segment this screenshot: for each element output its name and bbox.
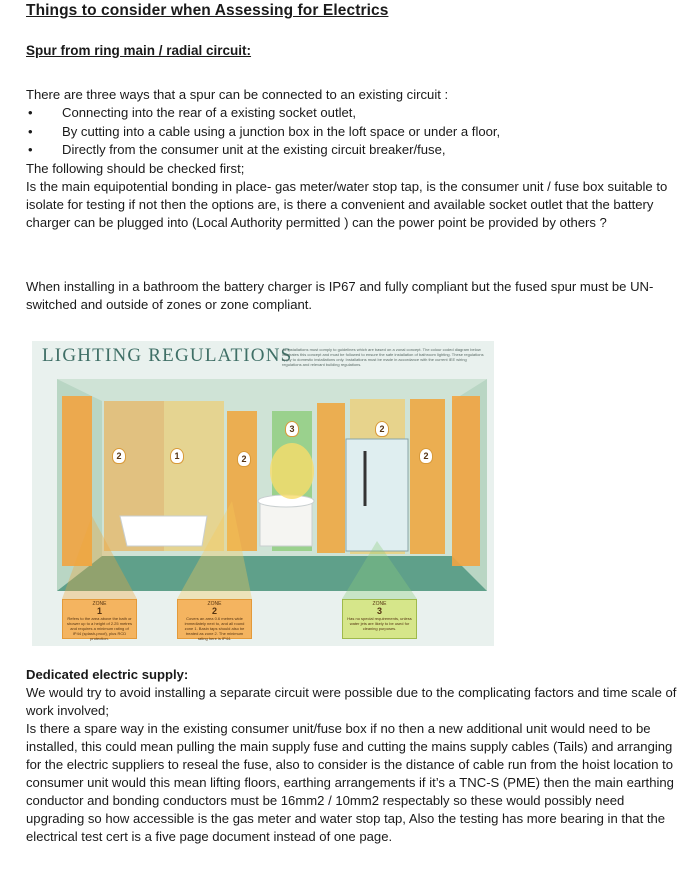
zone-3-label: ZONE <box>372 601 387 607</box>
spur-methods-list <box>26 104 500 160</box>
spur-intro: There are three ways that a spur can be connected to an existing circuit : <box>26 87 449 102</box>
zone-3-info-box <box>342 599 417 639</box>
list-item <box>26 141 500 160</box>
zone-1-marker-icon: 1 <box>170 448 184 464</box>
dedicated-heading: Dedicated electric supply: <box>26 667 189 682</box>
zone-2-label: ZONE <box>207 601 222 607</box>
spur-heading: Spur from ring main / radial circuit: <box>26 43 252 58</box>
zone-2-number: 2 <box>211 606 217 616</box>
zone-1-label: ZONE <box>92 601 107 607</box>
list-item <box>26 123 500 142</box>
zone-1-info-box <box>62 599 137 639</box>
lighting-regulations-illustration <box>32 341 494 646</box>
document-title: Things to consider when Assessing for Electrics <box>26 2 389 19</box>
zone-2-text: Covers an area 0.6 metres wide immediately next to, and all round zone 1. Basin taps should also be treated as zone 2. The minimum rating here is IP44. <box>184 616 245 641</box>
dedicated-paragraph-1: We would try to avoid installing a separate circuit were possible due to the complicating factors and time scale of work involved; <box>26 685 677 718</box>
zone-2-marker-icon: 2 <box>112 448 126 464</box>
zone-3-marker-icon: 3 <box>285 421 299 437</box>
spur-paragraph-1: Is the main equipotential bonding in place- gas meter/water stop tap, is the consumer unit / fuse box suitable to isolate for testing if not then the options are, is there a convenient and available socket outlet that the battery charger can be plugged into (Local Authority permitted ) can the power point be provided by others ? <box>26 179 668 230</box>
list-item-text: Connecting into the rear of a existing socket outlet, <box>62 105 357 120</box>
zone-2-marker-icon: 2 <box>419 448 433 464</box>
list-item-text: By cutting into a cable using a junction box in the loft space or under a floor, <box>62 123 501 139</box>
bullet-icon: • <box>28 105 33 120</box>
dedicated-paragraph-2: Is there a spare way in the existing consumer unit/fuse box if no then a new additional unit would need to be installed, this could mean pulling the main supply fuse and cutting the mains supply cables (Tails) and arranging for the electric suppliers to reseal the fuse, also to consider is the distance of cable run from the hoist location to consumer unit would this mean lifting floors, earthing arrangements if it’s a TNC-S (PME) then the main earthing conductor and bonding conductors must be 16mm2 / 10mm2 respectably so these would possibly need upgrading so how accessible is the gas meter and water stop tap, Also the testing has more bearing in that the electrical test cert is a five page document instead of one page. <box>26 721 674 844</box>
zone-2-info-box <box>177 599 252 639</box>
zone-2-marker-icon: 2 <box>375 421 389 437</box>
bullet-icon: • <box>28 142 33 157</box>
checked-first-line: The following should be checked first; <box>26 161 245 176</box>
zone-3-number: 3 <box>376 606 382 616</box>
zone-3-text: Has no special requirements, unless water jets are likely to be used for cleaning purposes. <box>347 616 412 631</box>
illustration-title: LIGHTING REGULATIONS <box>42 345 293 366</box>
zone-1-number: 1 <box>96 606 102 616</box>
list-item-text: Directly from the consumer unit at the existing circuit breaker/fuse, <box>62 142 446 157</box>
spur-paragraph-2: When installing in a bathroom the battery charger is IP67 and fully compliant but the fused spur must be UN-switched and outside of zones or zone compliant. <box>26 279 654 312</box>
zone-2-marker-icon: 2 <box>237 451 251 467</box>
illustration-note: All installations must comply to guidelines which are based on a zonal concept. The colour coded diagram below illustrates this concept and must be followed to ensure the safe installation of bathroom lighting. These regulations apply to domestic installations only. Installations must be made in accordance with the current IEE wiring regulations and relevant building regulations. <box>282 347 484 367</box>
bullet-icon: • <box>28 123 33 139</box>
list-item <box>26 104 500 123</box>
zone-1-text: Refers to the area above the bath or shower up to a height of 2.25 metres and requires a minimum rating of IP44 (splash-proof), plus RCD protection. <box>67 616 132 641</box>
